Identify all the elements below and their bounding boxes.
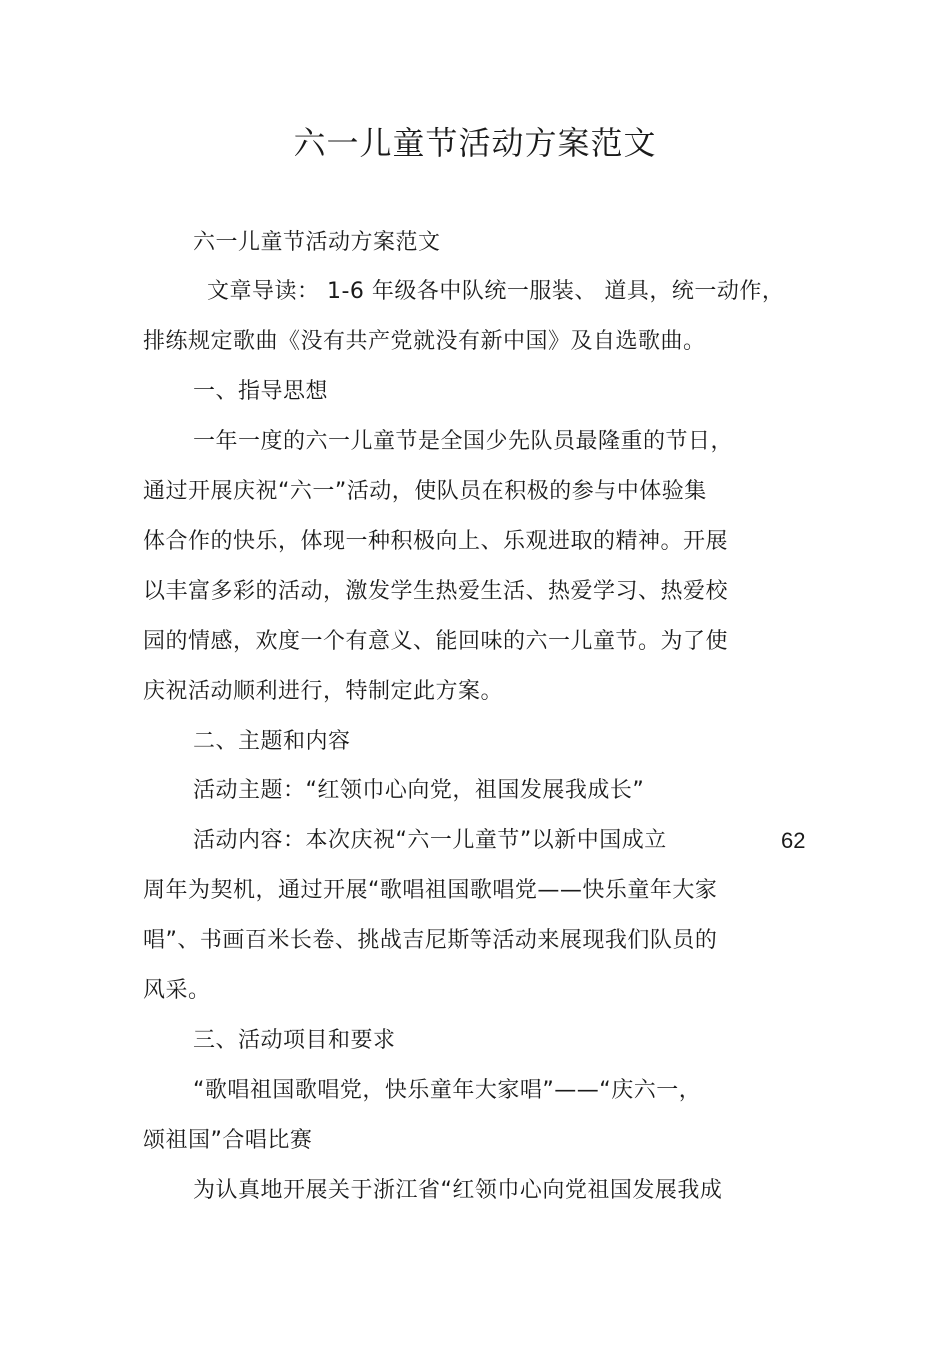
subtitle-line: 六一儿童节活动方案范文 bbox=[193, 230, 441, 255]
body-line: 通过开展庆祝“六一”活动，使队员在积极的参与中体验集 bbox=[143, 479, 707, 504]
body-line: “歌唱祖国歌唱党，快乐童年大家唱”——“庆六一， bbox=[193, 1078, 702, 1103]
section-heading-1: 一、指导思想 bbox=[193, 379, 329, 404]
document-title: 六一儿童节活动方案范文 bbox=[293, 124, 657, 162]
body-line: 一年一度的六一儿童节是全国少先队员最隆重的节日， bbox=[193, 429, 734, 454]
section-heading-2: 二、主题和内容 bbox=[193, 729, 351, 754]
body-line: 唱”、书画百米长卷、挑战吉尼斯等活动来展现我们队员的 bbox=[143, 928, 718, 953]
margin-number: 62 bbox=[781, 828, 806, 853]
body-line: 周年为契机，通过开展“歌唱祖国歌唱党——快乐童年大家 bbox=[143, 878, 718, 903]
intro-line: 文章导读： 1-6 年级各中队统一服装、 道具，统一动作， bbox=[207, 279, 785, 304]
activity-content-line: 活动内容：本次庆祝“六一儿童节”以新中国成立 bbox=[193, 828, 667, 853]
body-line: 体合作的快乐，体现一种积极向上、乐观进取的精神。开展 bbox=[143, 529, 729, 554]
body-line: 以丰富多彩的活动，激发学生热爱生活、热爱学习、热爱校 bbox=[143, 579, 729, 604]
activity-theme-line: 活动主题：“红领巾心向党，祖国发展我成长” bbox=[193, 778, 645, 803]
body-line: 排练规定歌曲《没有共产党就没有新中国》及自选歌曲。 bbox=[143, 329, 706, 354]
body-line: 庆祝活动顺利进行，特制定此方案。 bbox=[143, 679, 504, 704]
body-line: 为认真地开展关于浙江省“红领巾心向党祖国发展我成 bbox=[193, 1178, 723, 1203]
body-line: 颂祖国”合唱比赛 bbox=[143, 1128, 313, 1153]
body-line: 风采。 bbox=[143, 978, 211, 1003]
body-line: 园的情感，欢度一个有意义、能回味的六一儿童节。为了使 bbox=[143, 629, 729, 654]
section-heading-3: 三、活动项目和要求 bbox=[193, 1028, 396, 1053]
